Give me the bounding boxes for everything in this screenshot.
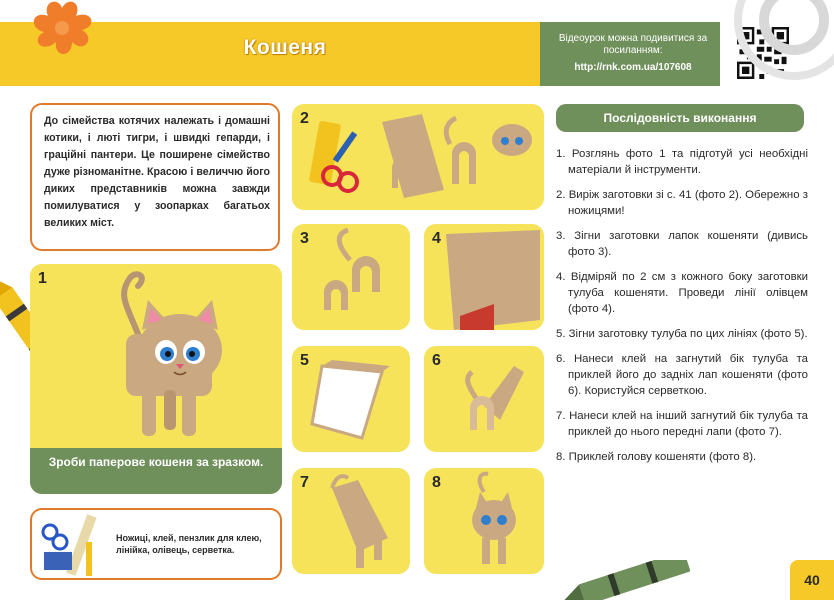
finished-kitten-icon [424, 468, 544, 574]
video-link[interactable]: http://rnk.com.ua/107608 [574, 62, 692, 73]
gluing-front-paws-icon [292, 468, 410, 574]
gluing-back-paws-icon [424, 346, 544, 452]
photo-1 [30, 264, 282, 494]
materials-text: Ножиці, клей, пензлик для клею, лінійка, олівець, серветка. [116, 533, 262, 555]
crayon-icon [560, 560, 690, 600]
photo-6 [424, 346, 544, 452]
kitten-photo-icon [30, 264, 282, 454]
photo-number: 5 [300, 352, 309, 369]
photo-number: 1 [38, 270, 47, 287]
step-item: 3. Зігни заготовки лапок кошеняти (дивись фото 3). [556, 230, 808, 258]
photo-4 [424, 224, 544, 330]
photo-7 [292, 468, 410, 574]
page-number: 40 [790, 560, 834, 600]
page-title: Кошеня [243, 36, 327, 59]
step-item: 7. Нанеси клей на інший загнутий бік тулуба та приклей до нього передні лапи (фото 7). [556, 410, 808, 438]
photo-number: 3 [300, 230, 309, 247]
photo-number: 7 [300, 474, 309, 491]
materials-box [30, 508, 282, 580]
cutout-pieces-icon [292, 104, 544, 210]
intro-text: До сімейства котячих належать і домашні котики, і люті тигри, і швидкі гепарди, і граційні пантери. Це поширене сімейство дуже різноманітне. Красою і величчю його диких представників можна завжди помилуватися у зоопарках багатьох великих міст. [30, 103, 280, 251]
photo-number: 8 [432, 474, 441, 491]
step-item: 8. Приклей голову кошеняти (фото 8). [556, 451, 757, 463]
swirl-decoration-icon [714, 0, 834, 100]
photo-1-caption: Зроби паперове кошеня за зразком. [30, 448, 282, 494]
step-item: 2. Виріж заготовки зі с. 41 (фото 2). Обережно з ножицями! [556, 189, 808, 217]
step-item: 4. Відміряй по 2 см з кожного боку заготовки тулуба кошеняти. Проведи лінії олівцем (фото 4). [556, 271, 808, 315]
photo-number: 2 [300, 110, 309, 127]
steps-header: Послідовність виконання [556, 104, 804, 132]
flower-decoration-icon [22, 0, 102, 60]
photo-8 [424, 468, 544, 574]
photo-number: 4 [432, 230, 441, 247]
folded-body-icon [292, 346, 410, 452]
steps-list [556, 146, 808, 474]
step-item: 1. Розглянь фото 1 та підготуй усі необхідні матеріали й інструменти. [556, 148, 808, 176]
folded-paws-icon [292, 224, 410, 330]
photo-5 [292, 346, 410, 452]
video-text: Відеоурок можна подивитися за посиланням: [558, 33, 708, 56]
photo-2 [292, 104, 544, 210]
tools-icon [36, 512, 106, 580]
step-item: 5. Зігни заготовку тулуба по цих лініях (фото 5). [556, 328, 808, 340]
photo-3 [292, 224, 410, 330]
measuring-body-icon [424, 224, 544, 330]
photo-number: 6 [432, 352, 441, 369]
step-item: 6. Нанеси клей на загнутий бік тулуба та приклей його до задніх лап кошеняти (фото 6). Користуйся серветкою. [556, 353, 808, 397]
